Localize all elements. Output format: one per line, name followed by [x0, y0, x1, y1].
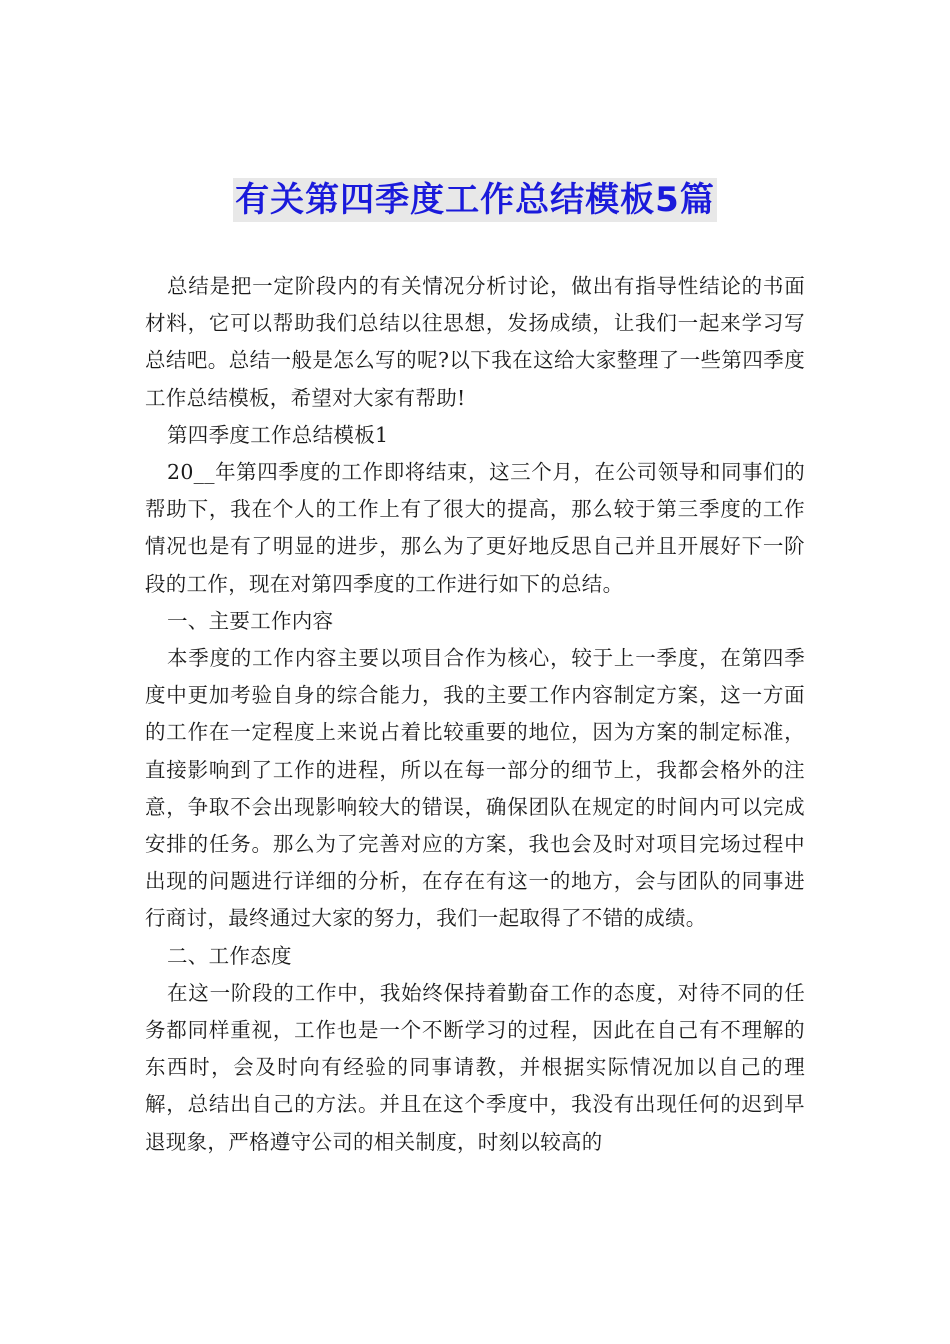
section-heading-work-attitude: 二、工作态度	[167, 943, 292, 968]
title-container	[0, 178, 950, 222]
body-paragraph: 20__年第四季度的工作即将结束，这三个月，在公司领导和同事们的帮助下，我在个人的工作上有了很大的提高，那么较于第三季度的工作情况也是有了明显的进步，那么为了更好地反思自己并且开展好下一阶段的工作，现在对第四季度的工作进行如下的总结。	[145, 460, 805, 596]
document-title: 有关第四季度工作总结模板5篇	[235, 180, 715, 220]
document-body	[145, 268, 805, 1161]
intro-paragraph: 总结是把一定阶段内的有关情况分析讨论，做出有指导性结论的书面材料，它可以帮助我们总结以往思想，发扬成绩，让我们一起来学习写总结吧。总结一般是怎么写的呢?以下我在这给大家整理了一些第四季度工作总结模板，希望对大家有帮助!	[145, 274, 805, 410]
body-paragraph: 本季度的工作内容主要以项目合作为核心，较于上一季度，在第四季度中更加考验自身的综合能力，我的主要工作内容制定方案，这一方面的工作在一定程度上来说占着比较重要的地位，因为方案的制定标准，直接影响到了工作的进程，所以在每一部分的细节上，我都会格外的注意，争取不会出现影响较大的错误，确保团队在规定的时间内可以完成安排的任务。那么为了完善对应的方案，我也会及时对项目完场过程中出现的问题进行详细的分析，在存在有这一的地方，会与团队的同事进行商讨，最终通过大家的努力，我们一起取得了不错的成绩。	[145, 646, 805, 931]
section-heading-main-work: 一、主要工作内容	[167, 608, 334, 633]
body-paragraph: 在这一阶段的工作中，我始终保持着勤奋工作的态度，对待不同的任务都同样重视，工作也是一个不断学习的过程，因此在自己有不理解的东西时，会及时向有经验的同事请教，并根据实际情况加以自己的理解，总结出自己的方法。并且在这个季度中，我没有出现任何的迟到早退现象，严格遵守公司的相关制度，时刻以较高的	[145, 980, 805, 1154]
section-heading-template-1: 第四季度工作总结模板1	[167, 422, 389, 447]
